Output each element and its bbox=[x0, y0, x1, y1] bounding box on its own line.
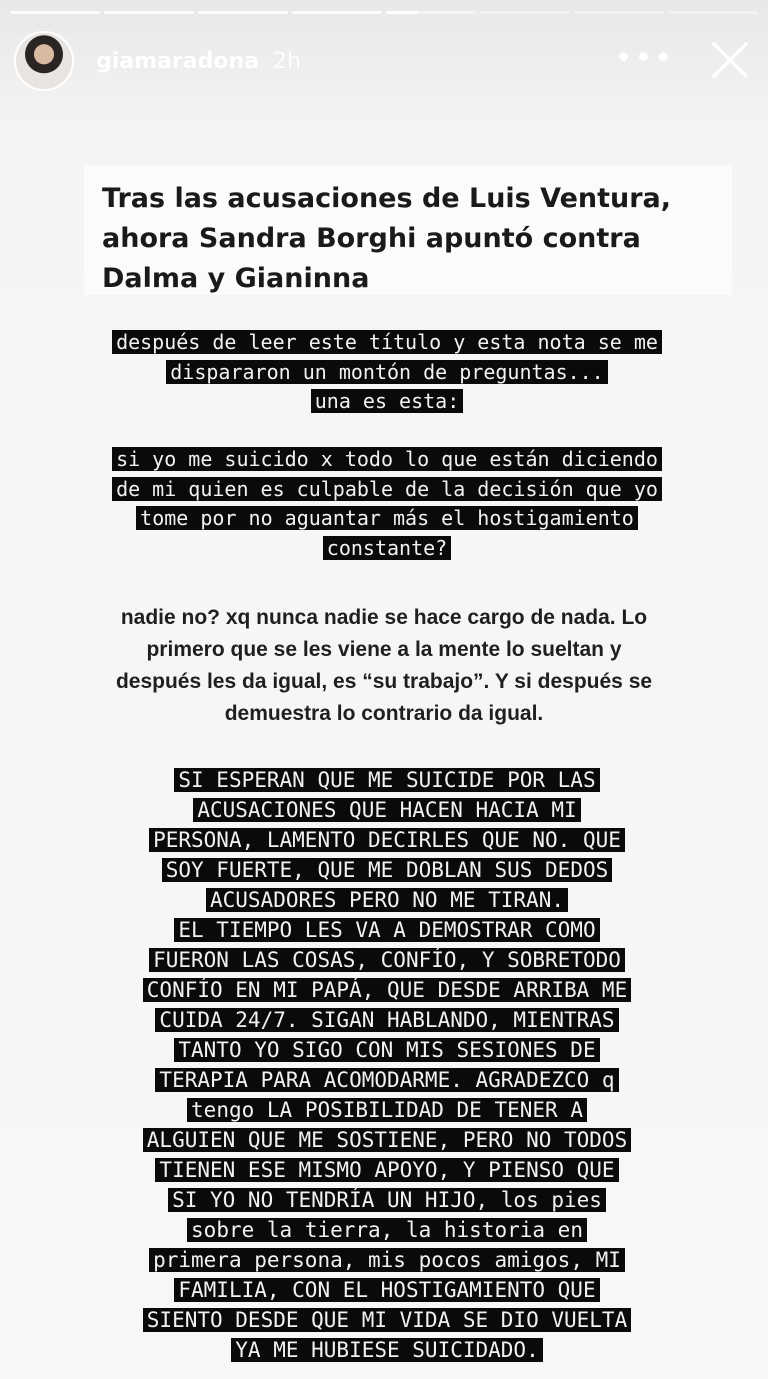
progress-segment bbox=[10, 11, 100, 14]
text-line: TANTO YO SIGO CON MIS SESIONES DE bbox=[174, 1038, 599, 1062]
progress-segment bbox=[386, 11, 476, 14]
headline-line: ahora Sandra Borghi apuntó contra bbox=[102, 223, 641, 254]
text-line: sobre la tierra, la historia en bbox=[187, 1218, 587, 1242]
text-line: FAMILIA, CON EL HOSTIGAMIENTO QUE bbox=[174, 1278, 599, 1302]
text-line: dispararon un montón de preguntas... bbox=[166, 360, 607, 384]
text-block-statement bbox=[84, 765, 690, 1365]
text-block-question bbox=[38, 445, 736, 563]
progress-segment bbox=[198, 11, 288, 14]
text-line: después les da igual, es “su trabajo”. Y si después se bbox=[115, 670, 653, 693]
text-line: de mi quien es culpable de la decisión que yo bbox=[112, 477, 662, 501]
text-line: ALGUIEN QUE ME SOSTIENE, PERO NO TODOS bbox=[143, 1128, 631, 1152]
progress-segment bbox=[292, 11, 382, 14]
text-line: SIENTO DESDE QUE MI VIDA SE DIO VUELTA bbox=[143, 1308, 631, 1332]
text-line: PERSONA, LAMENTO DECIRLES QUE NO. QUE bbox=[149, 828, 625, 852]
text-line: nadie no? xq nunca nadie se hace cargo de nada. Lo bbox=[120, 606, 648, 629]
progress-segment bbox=[668, 11, 758, 14]
text-line: tengo LA POSIBILIDAD DE TENER A bbox=[187, 1098, 587, 1122]
text-line: CUIDA 24/7. SIGAN HABLANDO, MIENTRAS bbox=[155, 1008, 618, 1032]
text-line: SOY FUERTE, QUE ME DOBLAN SUS DEDOS bbox=[162, 858, 613, 882]
story-progress-bar bbox=[10, 11, 758, 14]
text-line: ACUSACIONES QUE HACEN HACIA MI bbox=[193, 798, 580, 822]
text-line: TERAPIA PARA ACOMODARME. AGRADEZCO q bbox=[155, 1068, 618, 1092]
text-line: FUERON LAS COSAS, CONFÍO, Y SOBRETODO bbox=[149, 948, 625, 972]
text-line: constante? bbox=[323, 536, 451, 560]
story-timestamp: 2h bbox=[272, 48, 301, 74]
close-icon[interactable] bbox=[710, 40, 750, 80]
news-headline-screenshot bbox=[84, 165, 732, 295]
more-horizontal-icon[interactable]: ••• bbox=[614, 41, 674, 76]
text-line: SI ESPERAN QUE ME SUICIDE POR LAS bbox=[174, 768, 599, 792]
progress-segment bbox=[574, 11, 664, 14]
story-header bbox=[14, 30, 754, 92]
text-line: después de leer este título y esta nota se me bbox=[112, 330, 662, 354]
text-block-plain bbox=[50, 602, 718, 730]
text-line: CONFÍO EN MI PAPÁ, QUE DESDE ARRIBA ME bbox=[143, 978, 631, 1002]
text-line: SI YO NO TENDRÍA UN HIJO, los pies bbox=[168, 1188, 606, 1212]
text-block-intro bbox=[38, 328, 736, 417]
progress-segment bbox=[480, 11, 570, 14]
text-line: primera persona, mis pocos amigos, MI bbox=[149, 1248, 625, 1272]
progress-segment bbox=[104, 11, 194, 14]
username[interactable]: giamaradona bbox=[96, 48, 259, 74]
text-line: si yo me suicido x todo lo que están diciendo bbox=[112, 447, 662, 471]
text-line: primero que se les viene a la mente lo sueltan y bbox=[146, 638, 622, 661]
avatar[interactable] bbox=[14, 31, 74, 91]
progress-fill bbox=[386, 11, 418, 14]
text-line: TIENEN ESE MISMO APOYO, Y PIENSO QUE bbox=[155, 1158, 618, 1182]
text-line: ACUSADORES PERO NO ME TIRAN. bbox=[206, 888, 568, 912]
text-line: YA ME HUBIESE SUICIDADO. bbox=[231, 1338, 542, 1362]
text-line: demuestra lo contrario da igual. bbox=[224, 702, 544, 725]
text-line: EL TIEMPO LES VA A DEMOSTRAR COMO bbox=[174, 918, 599, 942]
headline-line: Tras las acusaciones de Luis Ventura, bbox=[102, 183, 672, 214]
text-line: tome por no aguantar más el hostigamiento bbox=[136, 506, 638, 530]
headline-line: Dalma y Gianinna bbox=[102, 263, 370, 294]
text-line: una es esta: bbox=[311, 389, 464, 413]
